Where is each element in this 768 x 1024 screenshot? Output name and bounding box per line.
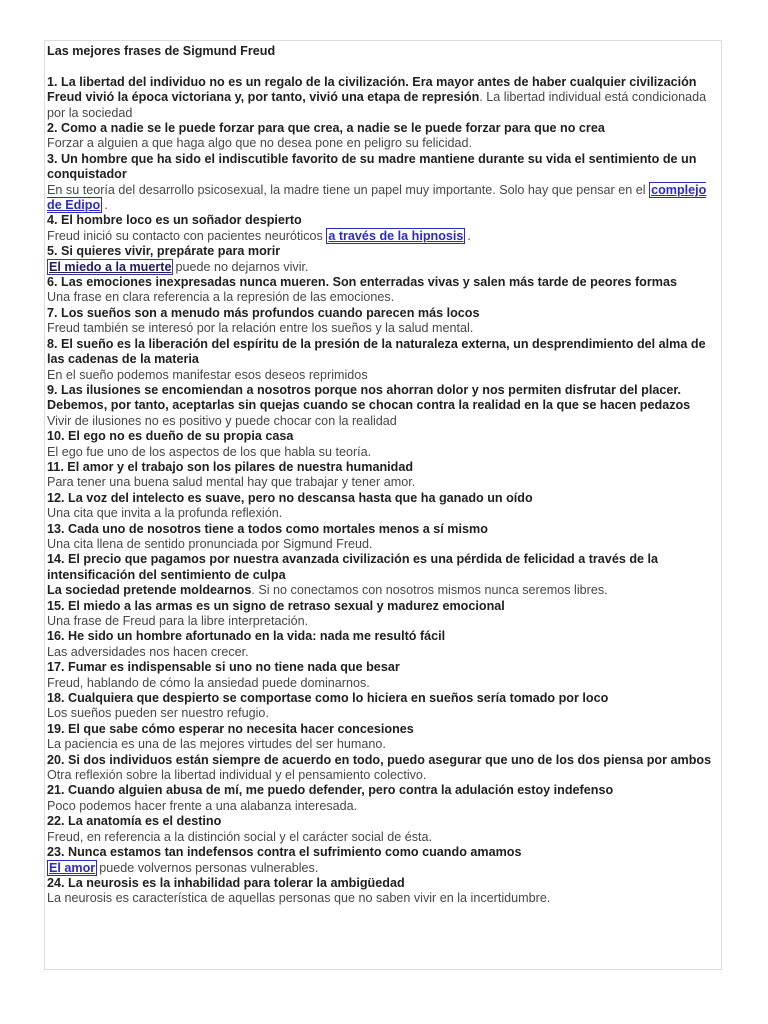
- quote-5: 5. Si quieres vivir, prepárate para morir: [47, 244, 281, 259]
- document-title: Las mejores frases de Sigmund Freud: [47, 44, 276, 58]
- comment-14: [47, 583, 721, 598]
- comment-18: Los sueños pueden ser nuestro refugio.: [47, 706, 269, 721]
- quote-3: 3. Un hombre que ha sido el indiscutible favorito de su madre mantiene durante su vida el sentimiento de un conquistador: [47, 151, 697, 182]
- quote-19: 19. El que sabe cómo esperar no necesita hacer concesiones: [47, 721, 414, 736]
- quote-11: 11. El amor y el trabajo son los pilares de nuestra humanidad: [47, 459, 414, 474]
- quote-8: 8. El sueño es la liberación del espíritu de la presión de la naturaleza externa, un desprendimiento del alma de las cadenas de la materia: [47, 336, 706, 367]
- quote-17: 17. Fumar es indispensable si uno no tiene nada que besar: [47, 660, 400, 675]
- link-el-amor[interactable]: El amor: [49, 860, 96, 875]
- comment-5: [47, 260, 721, 275]
- comment-5-text: puede no dejarnos vivir.: [175, 259, 309, 274]
- comment-23: [47, 861, 721, 876]
- comment-17: Freud, hablando de cómo la ansiedad puede dominarnos.: [47, 675, 370, 690]
- quote-13: 13. Cada uno de nosotros tiene a todos como mortales menos a sí mismo: [47, 521, 488, 536]
- comment-3: [47, 183, 721, 214]
- comment-13: Una cita llena de sentido pronunciada por Sigmund Freud.: [47, 536, 373, 551]
- comment-3-tail: .: [104, 198, 108, 213]
- quote-15: 15. El miedo a las armas es un signo de retraso sexual y madurez emocional: [47, 598, 505, 613]
- comment-23-text: puede volvernos personas vulnerables.: [99, 860, 319, 875]
- comment-11: Para tener una buena salud mental hay que trabajar y tener amor.: [47, 475, 416, 490]
- comment-1: [47, 90, 721, 121]
- quote-24: 24. La neurosis es la inhabilidad para tolerar la ambigüedad: [47, 875, 405, 890]
- comment-9: Vivir de ilusiones no es positivo y puede chocar con la realidad: [47, 413, 397, 428]
- quote-14: 14. El precio que pagamos por nuestra avanzada civilización es una pérdida de felicidad a través de la intensificación del sentimiento de culpa: [47, 552, 659, 582]
- quote-4: 4. El hombre loco es un soñador despierto: [47, 213, 302, 228]
- comment-19: La paciencia es una de las mejores virtudes del ser humano.: [47, 737, 386, 752]
- quote-10: 10. El ego no es dueño de su propia casa: [47, 429, 294, 444]
- link-complejo-de-edipo[interactable]: complejo de Edipo: [47, 182, 707, 213]
- document-page: [44, 40, 722, 970]
- quote-18: 18. Cualquiera que despierto se comportase como lo hiciera en sueños sería tomado por loco: [47, 691, 609, 706]
- comment-15: Una frase de Freud para la libre interpretación.: [47, 614, 309, 629]
- quote-12: 12. La voz del intelecto es suave, pero no descansa hasta que ha ganado un oído: [47, 490, 533, 505]
- quote-21: 21. Cuando alguien abusa de mí, me puedo defender, pero contra la adulación estoy indefenso: [47, 783, 614, 798]
- quote-22: 22. La anatomía es el destino: [47, 814, 222, 829]
- comment-22: Freud, en referencia a la distinción social y el carácter social de ésta.: [47, 829, 433, 844]
- comment-8: En el sueño podemos manifestar esos deseos reprimidos: [47, 367, 368, 382]
- comment-4-tail: .: [467, 228, 471, 243]
- comment-14-lead: La sociedad pretende moldearnos: [47, 583, 252, 598]
- quote-23: 23. Nunca estamos tan indefensos contra el sufrimiento como cuando amamos: [47, 845, 522, 860]
- comment-1-lead: Freud vivió la época victoriana y, por tanto, vivió una etapa de represión: [47, 90, 480, 105]
- quote-1: 1. La libertad del individuo no es un regalo de la civilización. Era mayor antes de haber cualquier civilización: [47, 74, 697, 89]
- quote-16: 16. He sido un hombre afortunado en la vida: nada me resultó fácil: [47, 629, 446, 644]
- comment-4: [47, 229, 721, 244]
- comment-16: Las adversidades nos hacen crecer.: [47, 644, 249, 659]
- comment-4-text: Freud inició su contacto con pacientes neuróticos: [47, 228, 323, 243]
- link-hipnosis[interactable]: a través de la hipnosis: [328, 228, 464, 243]
- quote-2: 2. Como a nadie se le puede forzar para que crea, a nadie se le puede forzar para que no crea: [47, 121, 605, 136]
- quote-20: 20. Si dos individuos están siempre de acuerdo en todo, puedo asegurar que uno de los dos piensa por ambos: [47, 752, 712, 767]
- comment-3-text: En su teoría del desarrollo psicosexual, la madre tiene un papel muy importante. Solo hay que pensar en el: [47, 182, 646, 197]
- blank-line: [47, 59, 721, 74]
- quote-9: 9. Las ilusiones se encomiendan a nosotros porque nos ahorran dolor y nos permiten disfrutar del placer. Debemos, por tanto, aceptarlas sin quejas cuando se chocan contra la realidad en la que se hacen pedazos: [47, 382, 691, 413]
- quote-6: 6. Las emociones inexpresadas nunca mueren. Son enterradas vivas y salen más tarde de peores formas: [47, 275, 677, 290]
- quote-7: 7. Los sueños son a menudo más profundos cuando parecen más locos: [47, 305, 480, 320]
- comment-21: Poco podemos hacer frente a una alabanza interesada.: [47, 798, 358, 813]
- comment-10: El ego fue uno de los aspectos de los que habla su teoría.: [47, 444, 372, 459]
- comment-24: La neurosis es característica de aquellas personas que no saben vivir en la incertidumbre.: [47, 891, 551, 906]
- document-content: [47, 44, 721, 907]
- comment-20: Otra reflexión sobre la libertad individual y el pensamiento colectivo.: [47, 768, 427, 783]
- comment-6: Una frase en clara referencia a la represión de las emociones.: [47, 290, 395, 305]
- comment-14-text: . Si no conectamos con nosotros mismos nunca seremos libres.: [251, 583, 608, 598]
- link-miedo-a-la-muerte[interactable]: El miedo a la muerte: [49, 259, 172, 274]
- comment-12: Una cita que invita a la profunda reflexión.: [47, 506, 283, 521]
- comment-7: Freud también se interesó por la relación entre los sueños y la salud mental.: [47, 321, 474, 336]
- comment-1-text: . La libertad individual está condicionada por la sociedad: [47, 90, 707, 120]
- comment-2: Forzar a alguien a que haga algo que no desea pone en peligro su felicidad.: [47, 136, 473, 151]
